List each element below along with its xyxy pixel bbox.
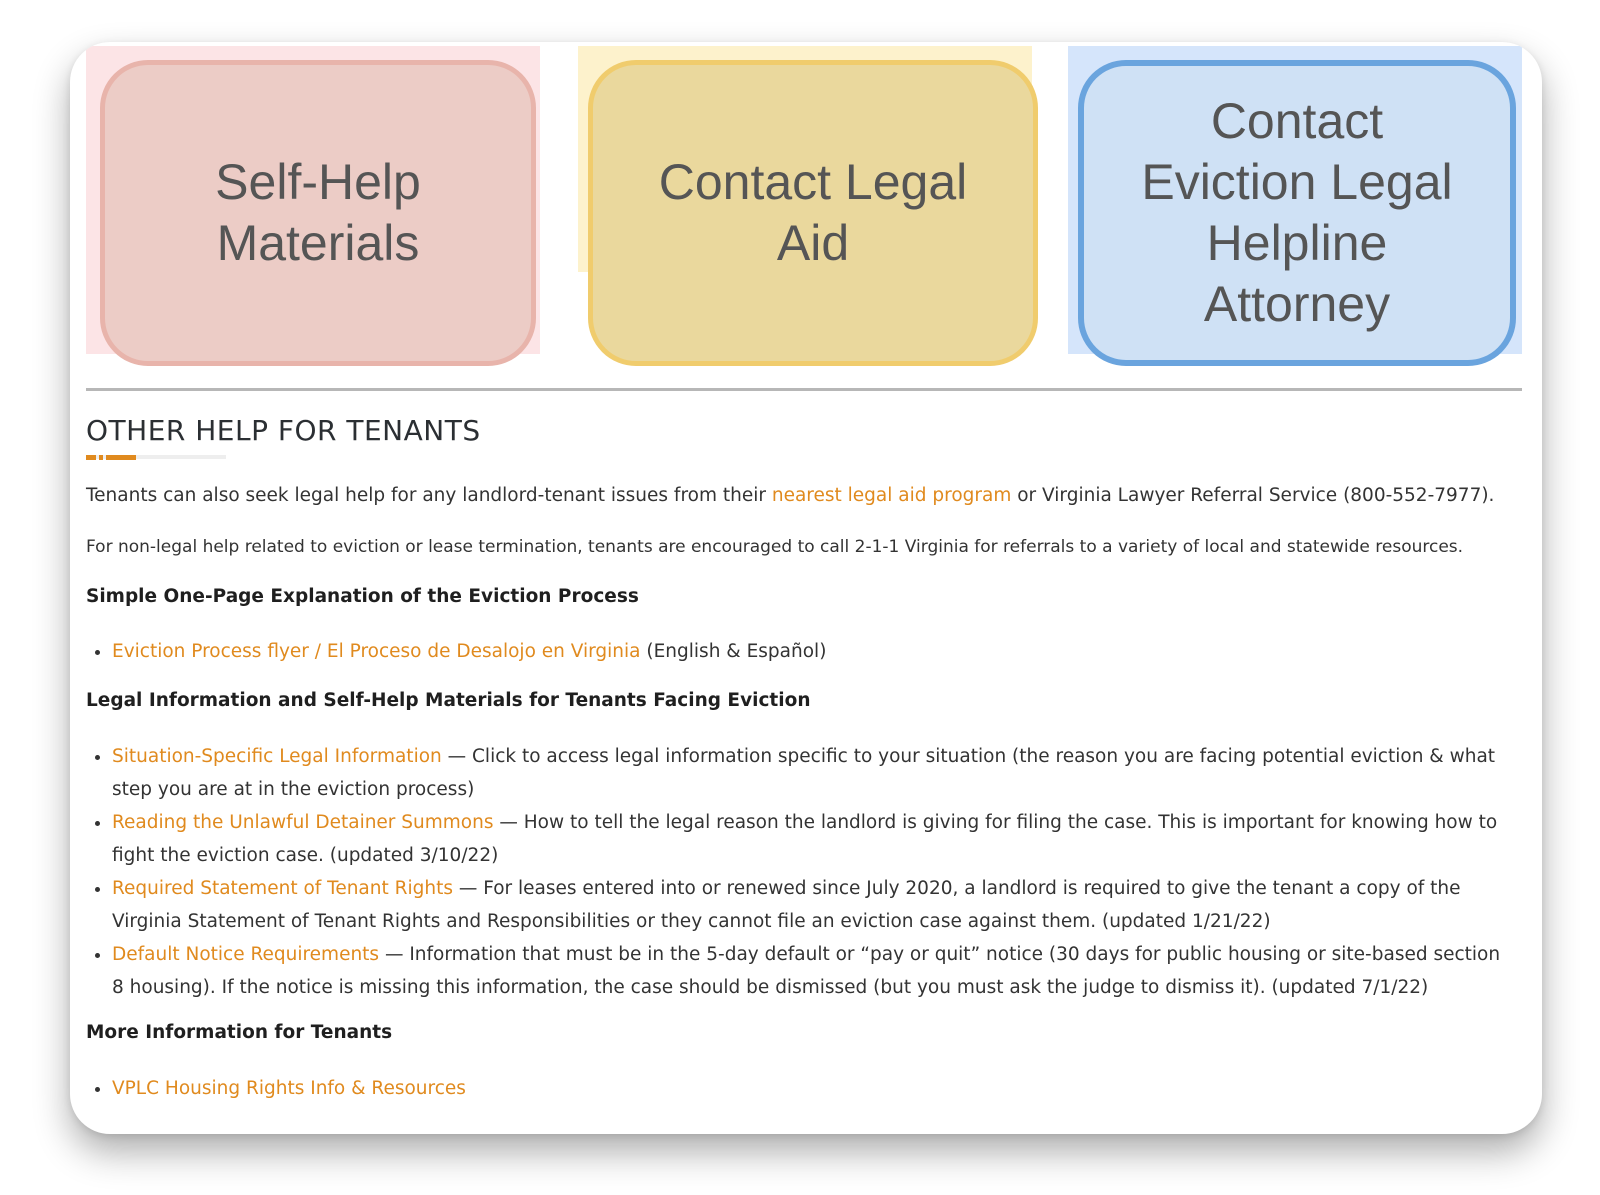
- intro-paragraph: [86, 482, 1494, 510]
- list-item: [112, 806, 1506, 872]
- title-underline-accent: [106, 455, 136, 460]
- more-info-list: [86, 1072, 1506, 1105]
- self-help-materials-heading: Legal Information and Self-Help Materials for Tenants Facing Eviction: [86, 690, 811, 711]
- self-help-materials-list: [86, 740, 1506, 1004]
- situation-specific-info-link[interactable]: Situation-Specific Legal Information: [112, 746, 442, 767]
- default-notice-requirements-link[interactable]: Default Notice Requirements: [112, 944, 380, 965]
- contact-legal-aid-button[interactable]: [588, 60, 1038, 366]
- vplc-housing-rights-link[interactable]: VPLC Housing Rights Info & Resources: [112, 1078, 466, 1099]
- section-divider: [86, 388, 1522, 391]
- contact-helpline-attorney-button[interactable]: [1078, 60, 1516, 366]
- title-underline-accent: [99, 455, 103, 460]
- contact-legal-aid-label: Contact Legal Aid: [658, 154, 968, 271]
- page-card: [70, 42, 1542, 1134]
- list-item-text: — Click to access legal information specific to your situation (the reason you are facing potential eviction & what step you are at in the eviction process): [112, 746, 1496, 800]
- nearest-legal-aid-link[interactable]: nearest legal aid program: [771, 485, 1012, 506]
- eviction-process-heading: Simple One-Page Explanation of the Eviction Process: [86, 586, 639, 607]
- list-item: [112, 938, 1506, 1004]
- unlawful-detainer-summons-link[interactable]: Reading the Unlawful Detainer Summons: [112, 812, 494, 833]
- intro-text-after: or Virginia Lawyer Referral Service (800-552-7977).: [1011, 485, 1495, 506]
- section-title: OTHER HELP FOR TENANTS: [86, 414, 481, 447]
- list-item-text: — How to tell the legal reason the landlord is giving for filing the case. This is important for knowing how to fight the eviction case. (updated 3/10/22): [112, 812, 1498, 866]
- list-item-text: — For leases entered into or renewed since July 2020, a landlord is required to give the tenant a copy of the Virginia Statement of Tenant Rights and Responsibilities or they cannot file an eviction case against them. (updated 1/21/22): [112, 878, 1461, 932]
- list-item: [112, 872, 1506, 938]
- list-item: [112, 740, 1506, 806]
- intro-text: Tenants can also seek legal help for any landlord-tenant issues from their: [86, 485, 772, 506]
- non-legal-help-paragraph: For non-legal help related to eviction or lease termination, tenants are encouraged to call 2-1-1 Virginia for referrals to a variety of local and statewide resources.: [86, 537, 1464, 557]
- eviction-process-list: [86, 635, 1506, 668]
- more-info-heading: More Information for Tenants: [86, 1022, 393, 1043]
- statement-tenant-rights-link[interactable]: Required Statement of Tenant Rights: [112, 878, 453, 899]
- list-item: [112, 1072, 1506, 1105]
- title-underline-accent: [86, 455, 96, 460]
- contact-helpline-attorney-label: Contact Eviction Legal Helpline Attorney: [1141, 93, 1453, 332]
- eviction-flyer-link[interactable]: Eviction Process flyer / El Proceso de Desalojo en Virginia: [112, 641, 641, 662]
- list-item: [112, 635, 1506, 668]
- self-help-materials-button[interactable]: [100, 60, 536, 366]
- list-item-text: (English & Español): [640, 641, 827, 662]
- self-help-materials-label: Self-Help Materials: [215, 154, 421, 271]
- list-item-text: — Information that must be in the 5-day default or “pay or quit” notice (30 days for public housing or site-based section 8 housing). If the notice is missing this information, the case should be dismissed (but you must ask the judge to dismiss it). (updated 7/1/22): [112, 944, 1501, 998]
